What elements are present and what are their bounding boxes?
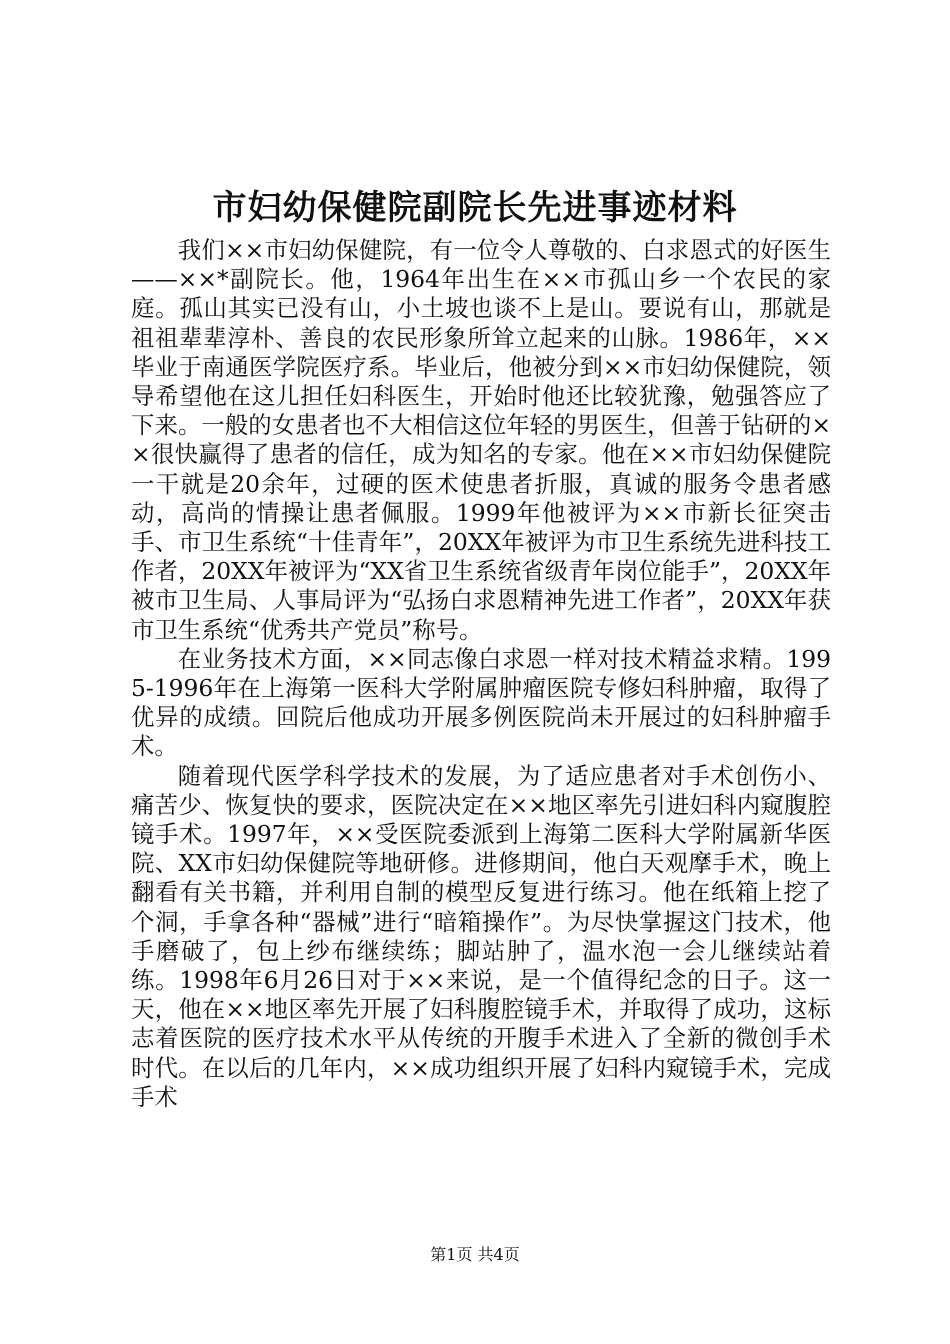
page-footer: 第1页 共4页 [430,1245,520,1264]
document-body [131,236,831,1112]
paragraph-2: 在业务技术方面，××同志像白求恩一样对技术精益求精。1995-1996年在上海第一医科大学附属肿瘤医院专修妇科肿瘤，取得了优异的成绩。回院后他成功开展多例医院尚未开展过的妇科肿瘤手术。 [131,644,831,761]
paragraph-3: 随着现代医学科学技术的发展，为了适应患者对手术创伤小、痛苦少、恢复快的要求，医院决定在××地区率先引进妇科内窥腹腔镜手术。1997年，××受医院委派到上海第二医科大学附属新华医院、XX市妇幼保健院等地研修。进修期间，他白天观摩手术，晚上翻看有关书籍，并利用自制的模型反复进行练习。他在纸箱上挖了个洞，手拿各种“器械”进行“暗箱操作”。为尽快掌握这门技术，他手磨破了，包上纱布继续练；脚站肿了，温水泡一会儿继续站着练。1998年6月26日对于××来说，是一个值得纪念的日子。这一天，他在××地区率先开展了妇科腹腔镜手术，并取得了成功，这标志着医院的医疗技术水平从传统的开腹手术进入了全新的微创手术时代。在以后的几年内，××成功组织开展了妇科内窥镜手术，完成手术 [131,761,831,1111]
paragraph-1: 我们××市妇幼保健院，有一位令人尊敬的、白求恩式的好医生——××*副院长。他，1964年出生在××市孤山乡一个农民的家庭。孤山其实已没有山，小土坡也谈不上是山。要说有山，那就是祖祖辈辈淳朴、善良的农民形象所耸立起来的山脉。1986年，××毕业于南通医学院医疗系。毕业后，他被分到××市妇幼保健院，领导希望他在这儿担任妇科医生，开始时他还比较犹豫，勉强答应了下来。一般的女患者也不大相信这位年轻的男医生，但善于钻研的××很快赢得了患者的信任，成为知名的专家。他在××市妇幼保健院一干就是20余年，过硬的医术使患者折服，真诚的服务令患者感动，高尚的情操让患者佩服。1999年他被评为××市新长征突击手、市卫生系统“十佳青年”，20XX年被评为市卫生系统先进科技工作者，20XX年被评为“XX省卫生系统省级青年岗位能手”，20XX年被市卫生局、人事局评为“弘扬白求恩精神先进工作者”，20XX年获市卫生系统“优秀共产党员”称号。 [131,236,831,644]
document-title: 市妇幼保健院副院长先进事迹材料 [212,188,738,228]
